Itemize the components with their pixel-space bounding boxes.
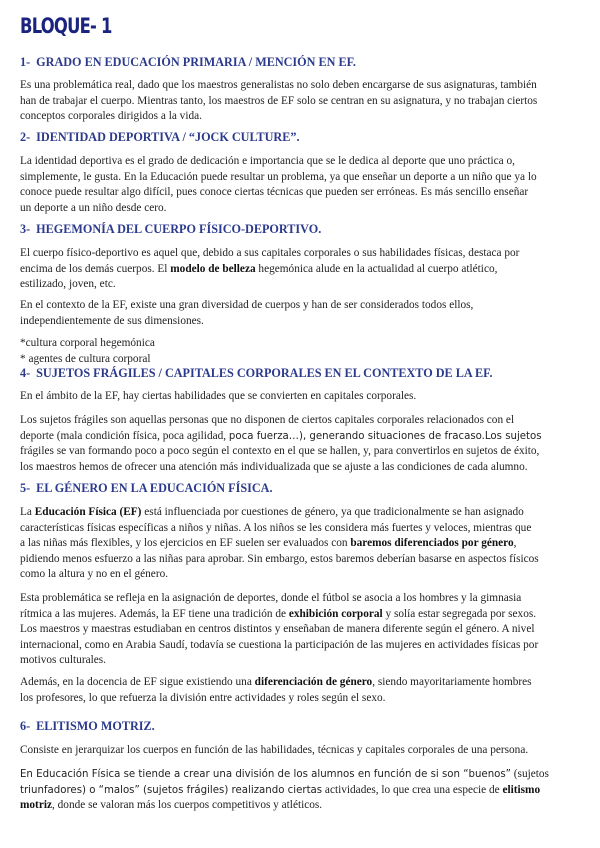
section-4-paragraph-2: Los sujetos frágiles son aquellas personas que no disponen de ciertos capitales corporales relacionados con el deporte (mala condición física, poca agilidad, poca fuerza…), generando situaciones de fracaso.Los sujetos frágiles se van formando poco a poco según el contexto en el que se hallen, y, para convertirlos en sujetos de éxito, los maestros hemos de ofrecer una atención más individualizada que se ajuste a las condiciones de cada alumno. (20, 414, 542, 473)
section-6-paragraph-2: En Educación Física se tiende a crear una división de los alumnos en función de si son “buenos” (sujetos triunfadores) o “malos” (sujetos frágiles) realizando ciertas actividades, lo que crea una especie de elitismo motriz, donde se valoran más los cuerpos competitivos y atléticos. (20, 768, 549, 811)
section-5-paragraph-2: Esta problemática se refleja en la asignación de deportes, donde el fútbol se asocia a los hombres y la gimnasia rítmica a las mujeres. Además, la EF tiene una tradición de exhibición corporal y solía estar segregada por sexos. Los maestros y maestras estudiaban en centros distintos y enseñaban de manera diferente según el género. A nivel internacional, como en Arabia Saudí, todavía se cuestiona la participación de las mujeres en actividades físicas por motivos culturales. (20, 592, 539, 666)
section-4-paragraph-1: En el ámbito de la EF, hay ciertas habilidades que se convierten en capitales corporales. (20, 390, 417, 402)
list-item: * agentes de cultura corporal (20, 352, 151, 365)
section-1-heading (20, 55, 356, 70)
section-number: 5- (20, 481, 31, 495)
section-6-paragraph-1: Consiste en jerarquizar los cuerpos en función de las habilidades, técnicas y capitales corporales de una persona. (20, 744, 529, 756)
section-2-paragraph: La identidad deportiva es el grado de dedicación e importancia que se le dedica al deporte que uno práctica o, simplemente, le gusta. En la Educación puede resultar un problema, ya que enseñar un deporte a un niño que ya lo conoce puede resultar algo difícil, pues conoce ciertas técnicas que pueden ser erróneas. Es más sencillo enseñar un deporte a un niño desde cero. (20, 155, 537, 214)
section-number: 3- (20, 222, 31, 236)
section-5-heading (20, 481, 273, 496)
section-title: ELITISMO MOTRIZ. (36, 719, 155, 733)
section-3-paragraph-1: El cuerpo físico-deportivo es aquel que, debido a sus capitales corporales o sus habilidades físicas, destaca por encima de los demás cuerpos. El modelo de belleza hegemónica alude en la actualidad al cuerpo atlético, estilizado, joven, etc. (20, 247, 520, 290)
section-number: 6- (20, 719, 31, 733)
section-title: GRADO EN EDUCACIÓN PRIMARIA / MENCIÓN EN EF. (36, 55, 356, 69)
section-3-heading (20, 222, 321, 237)
section-2-heading (20, 130, 300, 145)
section-4-heading (20, 366, 493, 381)
section-title: HEGEMONÍA DEL CUERPO FÍSICO-DEPORTIVO. (36, 222, 322, 236)
section-5-paragraph-3: Además, en la docencia de EF sigue existiendo una diferenciación de género, siendo mayoritariamente hombres los profesores, lo que refuerza la división entre actividades y roles según el sexo. (20, 676, 532, 704)
section-3-bullets (20, 336, 576, 367)
section-6-heading (20, 719, 155, 734)
section-3-paragraph-2: En el contexto de la EF, existe una gran diversidad de cuerpos y han de ser considerados todos ellos, independientemente de sus dimensiones. (20, 299, 474, 327)
block-title: BLOQUE- 1 (20, 14, 112, 38)
section-number: 2- (20, 130, 31, 144)
section-5-paragraph-1: La Educación Física (EF) está influenciada por cuestiones de género, ya que tradicionalmente se han asignado características físicas específicas a niños y niñas. A los niños se les considera más fuertes y veloces, mientras que a las niñas más flexibles, y los ejercicios en EF suelen ser evaluados con baremos diferenciados por género, pidiendo menos esfuerzo a las niñas para aprobar. Sin embargo, estos baremos deberían basarse en aspectos físicos como la altura y no en el género. (20, 506, 539, 580)
section-title: EL GÉNERO EN LA EDUCACIÓN FÍSICA. (36, 481, 273, 495)
section-number: 1- (20, 55, 31, 69)
section-title: IDENTIDAD DEPORTIVA / “JOCK CULTURE”. (36, 130, 300, 144)
section-1-paragraph: Es una problemática real, dado que los maestros generalistas no solo deben encargarse de sus asignaturas, también han de trabajar el cuerpo. Mientras tanto, los maestros de EF solo se centran en su asignatura, y no trabajan ciertos conceptos corporales dirigidos a la vida. (20, 79, 538, 122)
section-title: SUJETOS FRÁGILES / CAPITALES CORPORALES EN EL CONTEXTO DE LA EF. (36, 366, 493, 380)
section-number: 4- (20, 366, 31, 380)
list-item: *cultura corporal hegemónica (20, 337, 155, 349)
